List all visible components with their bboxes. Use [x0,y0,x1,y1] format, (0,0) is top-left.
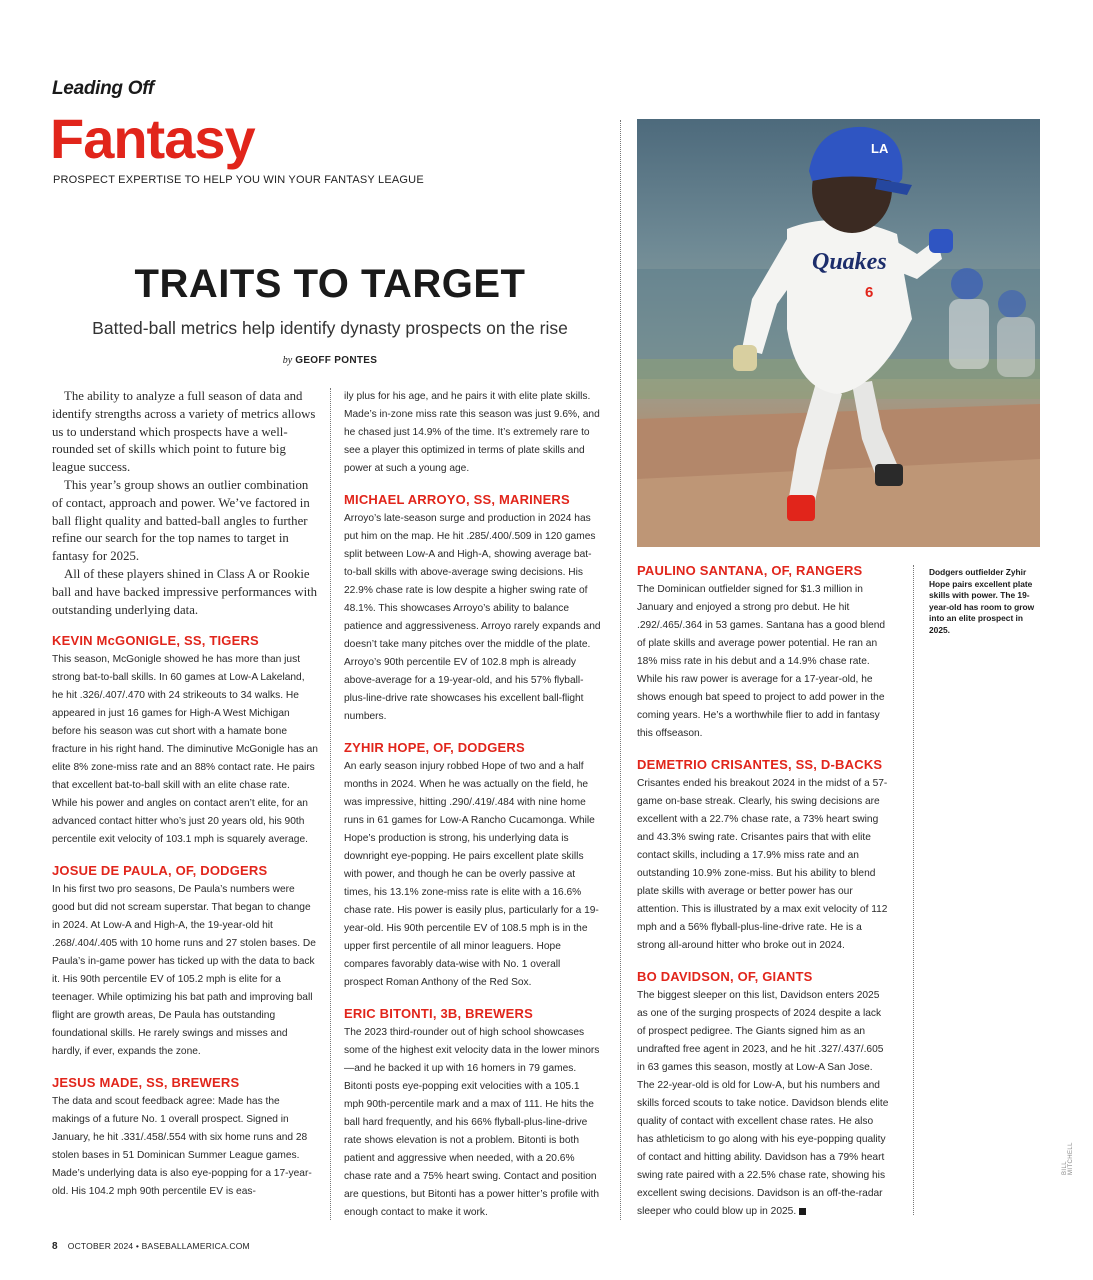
player-text: The Dominican outfielder signed for $1.3 million in January and enjoyed a strong pro debut. He hit .292/.465/.364 in 53 games. Santana has a good blend of plate skills and average power potential. He ran an 18% miss rate in his debut and a 14.9% chase rate. While his raw power is average for a 17-year-old, he shows enough bat speed to project to add power in the coming years. He’s a worthwhile flier to add in fantasy this offseason. [637,584,886,739]
player-text: The data and scout feedback agree: Made has the makings of a future No. 1 overall prospect. Signed in January, he hit .331/.458/.554 with six home runs and 28 stolen bases in 51 Dominican Summer League games. Made’s underlying data is also eye-popping for a 17-year-old. His 104.2 mph 90th percentile EV is eas- [52,1096,312,1198]
player-text: Arroyo’s late-season surge and production in 2024 has put him on the map. He hit .285/.400/.509 in 120 games split between Low-A and High-A, showing average bat-to-ball skills with above-average swing decisions. His 22.9% chase rate is low despite a higher swing rate of 48.1%. This showcases Arroyo’s ability to balance patience and aggressiveness. Arroyo rarely expands and doesn’t take many pitches over the middle of the plate. Arroyo’s 90th percentile EV of 102.8 mph is already above-average for a 19-year-old, and his 57% flyball-plus-line-drive rate showcases his excellent ball-flight numbers. [344,513,601,722]
article-intro [52,388,318,619]
player-entry [344,1006,601,1222]
player-heading: DEMETRIO CRISANTES, SS, D-BACKS [637,757,883,772]
page-footer [52,1241,250,1252]
column-rule [620,120,621,1220]
intro-paragraph: The ability to analyze a full season of data and identify strengths across a variety of metrics allows us to understand which prospects have a well-rounded set of skills which point to future big league success. [52,389,316,475]
byline-prefix: by [282,355,293,366]
player-entry [52,1075,318,1201]
article-column-3 [637,563,890,1221]
section-title: Fantasy [50,107,255,170]
player-heading: PAULINO SANTANA, OF, RANGERS [637,563,863,578]
column-rule [913,565,914,1215]
page-number: 8 [52,1241,58,1252]
byline [52,355,608,366]
continued-text: ily plus for his age, and he pairs it with elite plate skills. Made’s in-zone miss rate this season was just 9.6%, and he chased just 14.9% of the time. It’s extremely rare to see a player this optimized in terms of plate skills and power at such a young age. [344,391,600,474]
article-dek: Batted-ball metrics help identify dynasty prospects on the rise [92,318,568,338]
player-text-body: The biggest sleeper on this list, Davidson enters 2025 as one of the surging prospects of 2024 despite a lack of prospect pedigree. The Giants signed him as an undrafted free agent in 2023, and he hit .327/.437/.605 in 63 games this season, mostly at Low-A San Jose. The 22-year-old is old for Low-A, but his numbers and skills forced scouts to take notice. Davidson blends elite quality of contact with excellent chase rates. He also has athleticism to go along with his eye-popping quality of contact and hitting ability. Davidson has a 79% heart swing rate paired with a 22.5% chase rate, showing his excellent swing decisions. Davidson is an off-the-radar sleeper who could blow up in 2025. [637,990,889,1217]
byline-name: GEOFF PONTES [295,355,378,366]
player-text: In his first two pro seasons, De Paula’s numbers were good but did not scream superstar. That began to change in 2024. At Low-A and High-A, the 19-year-old hit .268/.404/.405 with 10 home runs and 27 stolen bases. De Paula’s in-game power has ticked up with the data to back it. His 90th percentile EV of 105.2 mph is elite for a teenager. While optimizing his bat path and improving ball flight are growth areas, De Paula has outstanding foundational skills. He rarely swings and misses and hardly, if ever, expands the zone. [52,884,316,1058]
player-entry [344,492,601,726]
player-entry [637,757,890,955]
player-photo-illustration [637,119,1040,547]
player-heading: JESUS MADE, SS, BREWERS [52,1075,240,1091]
player-text [637,987,890,1221]
article-headline: TRAITS TO TARGET [134,262,526,306]
column-rule [330,388,331,1220]
intro-paragraph: All of these players shined in Class A or Rookie ball and have backed impressive performances with outstanding underlying data. [52,566,318,617]
player-heading: KEVIN McGONIGLE, SS, TIGERS [52,633,259,649]
photo-caption: Dodgers outfielder Zyhir Hope pairs excellent plate skills with power. The 19-year-old has room to grow into an elite prospect in 2025. [929,567,1035,635]
player-text: An early season injury robbed Hope of two and a half months in 2024. When he was actually on the field, he was impressive, hitting .290/.419/.484 with nine home runs in 61 games for Low-A Rancho Cucamonga. While Hope’s production is strong, his underlying data is downright eye-popping. He pairs excellent plate skills with power, and though he can be overly passive at times, his 13.1% zone-miss rate is elite with a 16.6% chase rate. His power is easily plus, particularly for a 19-year-old. His 90th percentile EV of 108.5 mph is in the upper first percentile of all minor leaguers. Hope compares favorably data-wise with No. 1 overall prospect Roman Anthony of the Red Sox. [344,761,599,988]
player-text: This season, McGonigle showed he has more than just strong bat-to-ball skills. In 60 games at Low-A Lakeland, he hit .326/.407/.470 with 24 strikeouts to 34 walks. He appeared in just 16 games for High-A West Michigan before his season was cut short with a hamate bone fracture in his right hand. The diminutive McGonigle has an elite 8% zone-miss rate and an 88% contact rate. He pairs that excellent bat-to-ball skill with an elite chase rate. While his power and angles on contact aren’t elite, for an advanced contact hitter who’s just 20 years old, his 90th percentile exit velocity of 103.1 mph is squarely average. [52,654,318,846]
player-text: The 2023 third-rounder out of high school showcases some of the highest exit velocity data in the lower minors—and he backed it up with 16 homers in 79 games. Bitonti posts eye-popping exit velocities with a 105.1 mph 90th-percentile mark and a max of 111. He hits the ball hard frequently, and his 66% flyball-plus-line-drive rate shows elevation is not a problem. Bitonti is both patient and aggressive when needed, with a 20.6% chase rate and a 75% heart swing. Contact and position are questions, but Bitonti has a power hitter’s profile with enough contact to make it work. [344,1027,600,1218]
article-column-1 [52,388,318,1201]
player-entry [637,969,890,1221]
article-column-2 [344,388,601,1222]
player-heading: JOSUE DE PAULA, OF, DODGERS [52,863,268,879]
player-entry [52,863,318,1061]
player-heading: MICHAEL ARROYO, SS, MARINERS [344,492,570,507]
helmet-logo: LA [871,141,889,156]
end-of-article-icon [799,1208,806,1215]
section-label: Leading Off [52,78,154,99]
player-heading: ERIC BITONTI, 3B, BREWERS [344,1006,533,1021]
player-heading: ZYHIR HOPE, OF, DODGERS [344,740,525,755]
player-text: Crisantes ended his breakout 2024 in the midst of a 57-game on-base streak. Clearly, his swing decisions are excellent with a 22.7% chase rate, a 73% heart swing and 43.3% swing rate. Crisantes pairs that with elite contact skills, including a 17.9% miss rate and an outstanding 10.9% zone-miss. But his ability to blend plate skills with average or better power has our attention. This is illustrated by a max exit velocity of 112 mph and a 56% flyball-plus-line-drive rate. He is a strong all-around hitter who broke out in 2024. [637,778,888,951]
player-entry [637,563,890,743]
player-entry [52,633,318,849]
player-photo [637,119,1040,547]
player-heading: BO DAVIDSON, OF, GIANTS [637,969,813,984]
photo-credit: BILL MITCHELL [1062,1142,1074,1175]
footer-text: OCTOBER 2024 • BASEBALLAMERICA.COM [67,1241,250,1251]
jersey-script: Quakes [812,249,887,275]
jersey-number: 6 [865,284,874,301]
player-entry [344,740,601,992]
intro-paragraph: This year’s group shows an outlier combination of contact, approach and power. We’ve factored in ball flight quality and batted-ball angles to further refine our search for the top names to target in fantasy for 2025. [52,477,310,564]
section-tagline: PROSPECT EXPERTISE TO HELP YOU WIN YOUR FANTASY LEAGUE [53,174,424,186]
